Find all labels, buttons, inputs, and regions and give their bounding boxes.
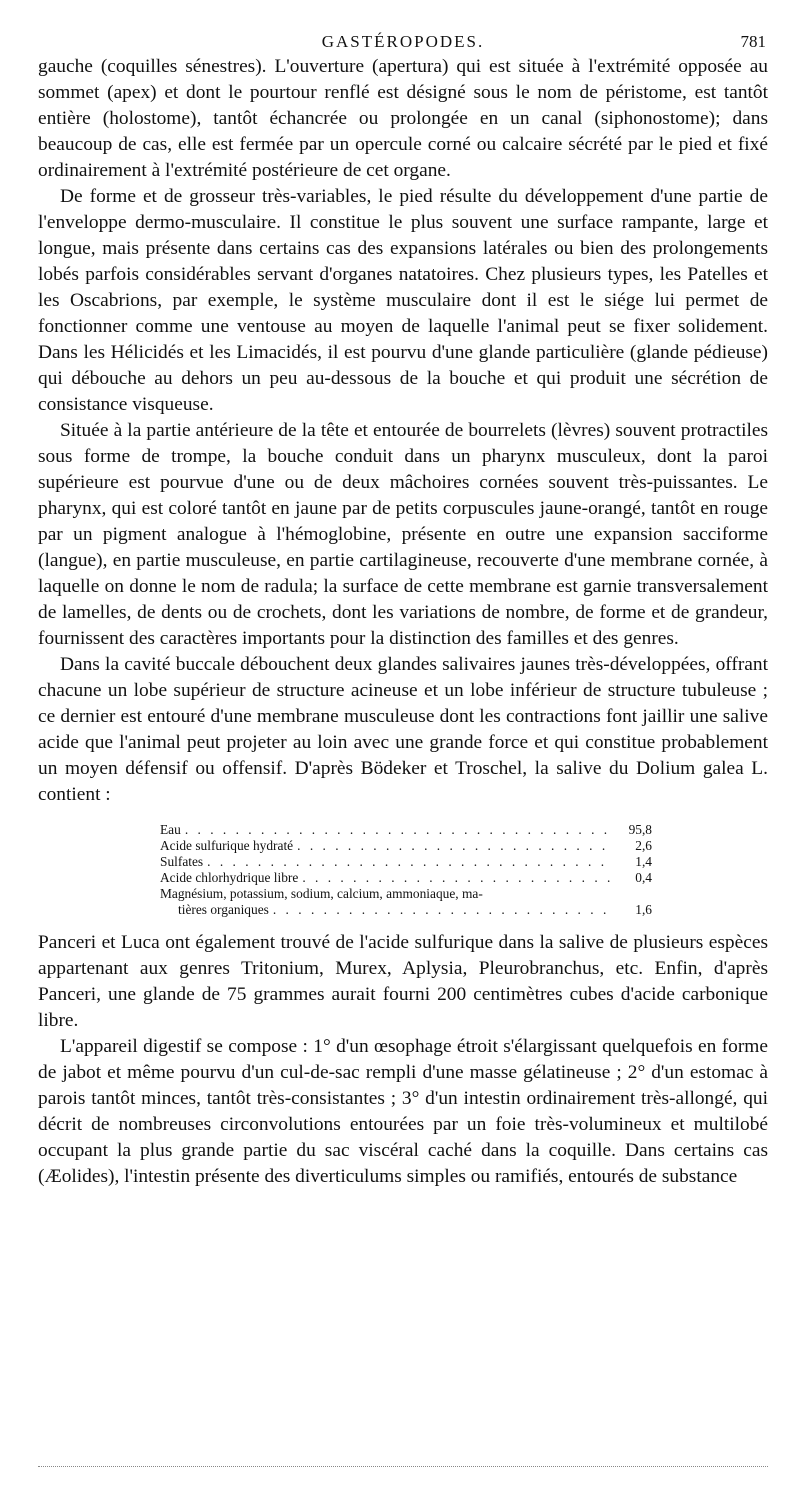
composition-name: Magnésium, potassium, sodium, calcium, ammoniaque, ma- xyxy=(160,886,483,901)
paragraph: Située à la partie antérieure de la tête et entourée de bourrelets (lèvres) souvent protractiles sous forme de trompe, la bouche conduit dans un pharynx musculeux, dont la paroi supérieure est pourvue d'une ou de deux mâchoires cornées souvent très-puissantes. Le pharynx, qui est coloré tantôt en jaune par de petits corpuscules jaune-orangé, tantôt en rouge par un pigment analogue à l'hémoglobine, présente en outre une expansion sacciforme (langue), en partie musculeuse, en partie cartilagineuse, recouverte d'une membrane cornée, à laquelle on donne le nom de radula; la surface de cette membrane est garnie transversalement de lamelles, de dents ou de crochets, dont les variations de nombre, de forme et de grandeur, fournissent des caractères importants pour la distinction des familles et des genres. xyxy=(38,420,768,649)
composition-name: Eau xyxy=(160,822,181,837)
saliva-composition-table xyxy=(160,822,652,918)
composition-name: Acide sulfurique hydraté xyxy=(160,838,294,853)
book-page xyxy=(38,28,768,1190)
body-text-continued xyxy=(38,930,768,1190)
composition-row xyxy=(160,838,652,854)
leader-dots xyxy=(302,870,612,886)
composition-value: 2,6 xyxy=(635,838,652,853)
page-number: 781 xyxy=(740,32,766,51)
paragraph: gauche (coquilles sénestres). L'ouverture (apertura) qui est située à l'extrémité opposée au sommet (apex) et dont le pourtour renflé est désigné sous le nom de péristome, est tantôt entière (holostome), tantôt échancrée ou prolongée en un canal (siphonostome); dans beaucoup de cas, elle est fermée par un opercule corné ou calcaire sécrété par le pied et fixé ordinairement à l'extrémité postérieure de cet organe. xyxy=(38,56,768,181)
composition-row xyxy=(160,854,652,870)
composition-value: 1,4 xyxy=(635,854,652,869)
running-title: GASTÉROPODES. xyxy=(321,32,485,51)
leader-dots xyxy=(297,838,612,854)
leader-dots xyxy=(273,902,612,918)
composition-value: 1,6 xyxy=(635,902,652,917)
paragraph: Panceri et Luca ont également trouvé de l'acide sulfurique dans la salive de plusieurs espèces appartenant aux genres Tritonium, Murex, Aplysia, Pleurobranchus, etc. Enfin, d'après Panceri, une glande de 75 grammes aurait fourni 200 centimètres cubes d'acide carbonique libre. xyxy=(38,932,768,1031)
composition-name: Sulfates xyxy=(160,854,204,869)
composition-name: Acide chlorhydrique libre xyxy=(160,870,299,885)
body-text xyxy=(38,54,768,808)
composition-row xyxy=(160,870,652,886)
composition-value: 95,8 xyxy=(628,822,652,837)
composition-value: 0,4 xyxy=(635,870,652,885)
composition-name-continuation: tières organiques xyxy=(178,902,269,917)
leader-dots xyxy=(207,854,612,870)
page-header xyxy=(38,28,768,54)
footer-rule xyxy=(38,1466,768,1467)
composition-row xyxy=(160,822,652,838)
paragraph: De forme et de grosseur très-variables, le pied résulte du développement d'une partie de l'enveloppe dermo-musculaire. Il constitue le plus souvent une surface rampante, large et longue, mais présente dans certains cas des expansions latérales ou bien des prolongements lobés parfois considérables servant d'organes natatoires. Chez plusieurs types, les Patelles et les Oscabrions, par exemple, le système musculaire dont il est le siége lui permet de fonctionner comme une ventouse au moyen de laquelle l'animal peut se fixer solidement. Dans les Hélicidés et les Limacidés, il est pourvu d'une glande particulière (glande pédieuse) qui débouche au dehors un peu au-dessous de la bouche et qui produit une sécrétion de consistance visqueuse. xyxy=(38,186,768,415)
composition-row-continued xyxy=(160,902,652,918)
composition-row xyxy=(160,886,652,902)
paragraph: Dans la cavité buccale débouchent deux glandes salivaires jaunes très-développées, offrant chacune un lobe supérieur de structure acineuse et un lobe inférieur de structure tubuleuse ; ce dernier est entouré d'une membrane musculeuse dont les contractions font jaillir une salive acide que l'animal peut projeter au loin avec une grande force et qui constitue probablement un moyen défensif ou offensif. D'après Bödeker et Troschel, la salive du Dolium galea L. contient : xyxy=(38,654,768,805)
paragraph: L'appareil digestif se compose : 1° d'un œsophage étroit s'élargissant quelquefois en forme de jabot et même pourvu d'un cul-de-sac rempli d'une masse gélatineuse ; 2° d'un estomac à parois tantôt minces, tantôt très-consistantes ; 3° d'un intestin ordinairement très-allongé, qui décrit de nombreuses circonvolutions entourées par un foie très-volumineux et multilobé occupant la plus grande partie du sac viscéral caché dans la coquille. Dans certains cas (Æolides), l'intestin présente des diverticulums simples ou ramifiés, entourés de substance xyxy=(38,1036,768,1187)
leader-dots xyxy=(185,822,612,838)
